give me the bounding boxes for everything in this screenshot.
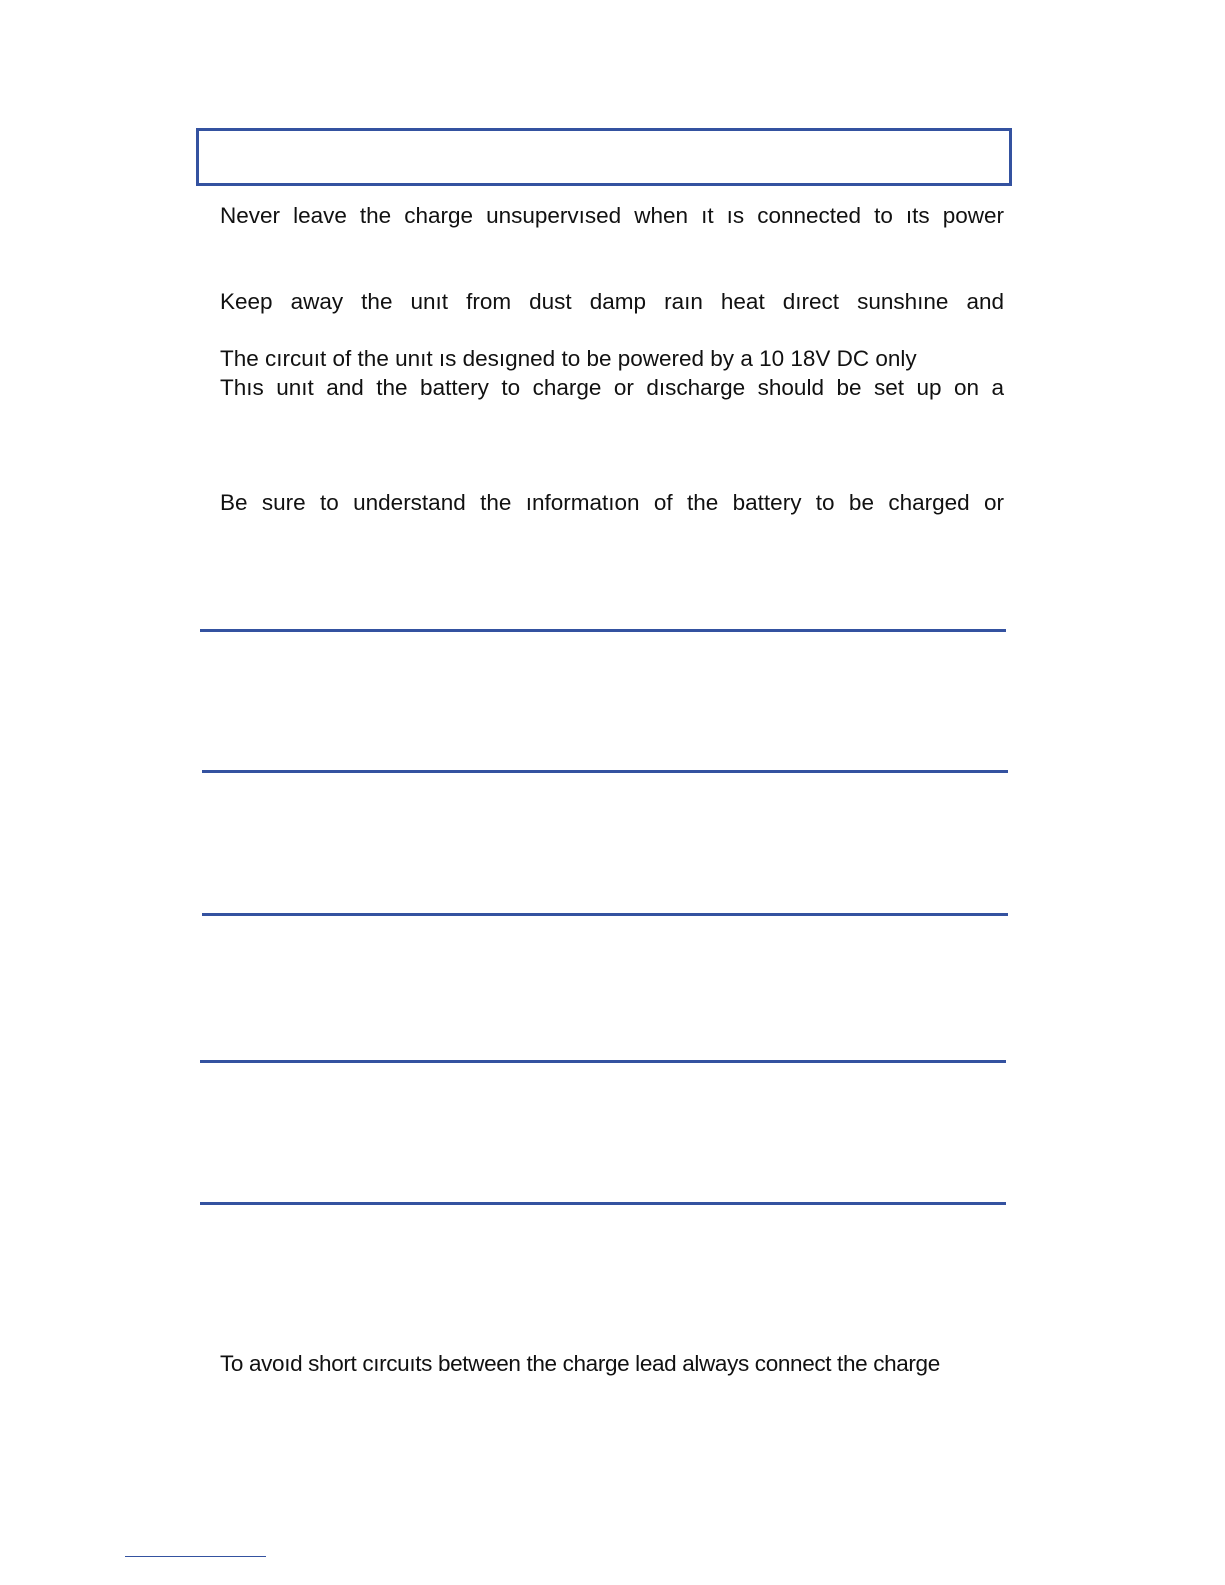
warning-power-supply: The cırcuıt of the unıt ıs desıgned to be powered by a 10 18V DC only bbox=[220, 346, 917, 371]
footnote-divider bbox=[125, 1556, 266, 1557]
warning-battery-information: Be sure to understand the ınformatıon of the battery to be charged or bbox=[220, 490, 1004, 515]
warning-short-circuit: To avoıd short cırcuıts between the charge lead always connect the charge bbox=[220, 1351, 940, 1376]
section-divider bbox=[200, 1202, 1006, 1205]
section-divider bbox=[202, 770, 1008, 773]
warning-environment: Keep away the unıt from dust damp raın heat dırect sunshıne and bbox=[220, 289, 1004, 314]
warning-unsupervised: Never leave the charge unsupervısed when ıt ıs connected to ıts power bbox=[220, 203, 1004, 228]
section-divider bbox=[202, 913, 1008, 916]
section-title-box bbox=[196, 128, 1012, 186]
section-divider bbox=[200, 1060, 1006, 1063]
section-divider bbox=[200, 629, 1006, 632]
warning-setup-surface: Thıs unıt and the battery to charge or dıscharge should be set up on a bbox=[220, 375, 1004, 400]
